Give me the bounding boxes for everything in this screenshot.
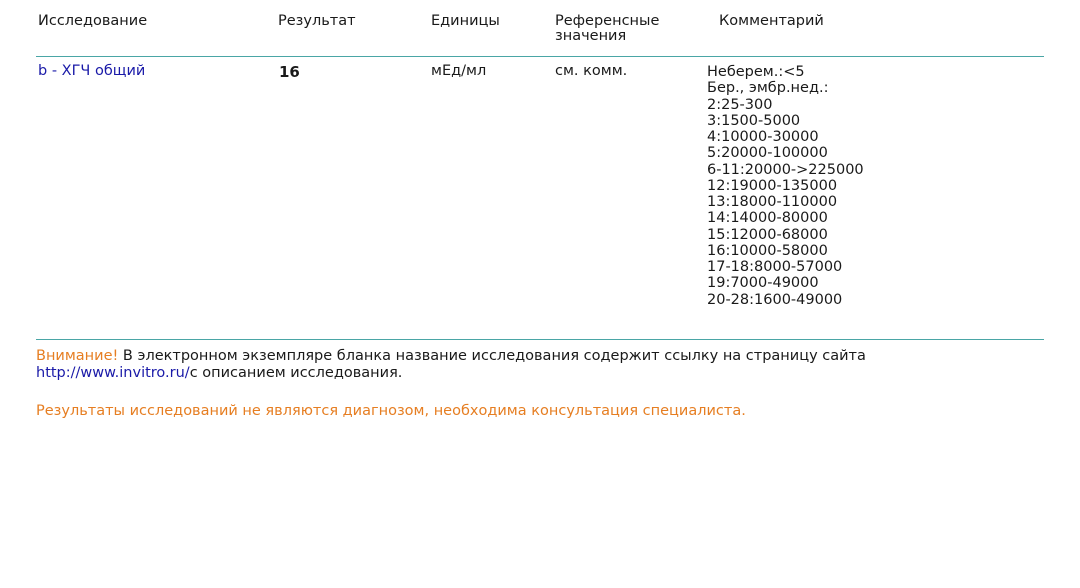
reference-header-line2: значения <box>555 28 627 44</box>
reference-value: см. комм. <box>555 63 628 79</box>
column-header-comment: Комментарий <box>719 13 824 29</box>
comment-line: 5:20000-100000 <box>707 145 828 162</box>
notice-body: В электронном экземпляре бланка название исследования содержит ссылку на страницу сайта <box>118 348 866 364</box>
units-value: мЕд/мл <box>431 63 487 79</box>
comment-line: 16:10000-58000 <box>707 242 828 259</box>
comment-line: 2:25-300 <box>707 96 773 113</box>
column-header-result: Результат <box>278 13 356 29</box>
comment-line: 13:18000-110000 <box>707 194 838 210</box>
column-header-test: Исследование <box>38 13 148 29</box>
reference-header-line1: Референсные <box>555 13 660 29</box>
header-divider <box>36 56 1044 57</box>
test-name-link[interactable]: b - ХГЧ общий <box>38 63 146 79</box>
comment-line: 14:14000-80000 <box>707 210 828 227</box>
comment-line: Неберем.:<5 <box>707 64 805 80</box>
column-header-reference <box>555 13 659 45</box>
comment-line: 20-28:1600-49000 <box>707 291 843 308</box>
comment-line: Бер., эмбр.нед.: <box>707 80 829 97</box>
notice-body-continued: с описанием исследования. <box>189 365 403 381</box>
comment-list <box>707 64 864 308</box>
comment-line: 4:10000-30000 <box>707 129 819 145</box>
notice-label: Внимание! <box>36 348 119 364</box>
row-divider <box>36 339 1044 340</box>
invitro-link[interactable]: http://www.invitro.ru/ <box>36 365 190 381</box>
comment-line: 19:7000-49000 <box>707 275 819 292</box>
column-header-units: Единицы <box>431 13 500 29</box>
notice-text <box>36 348 1036 382</box>
comment-line: 6-11:20000->225000 <box>707 161 864 178</box>
comment-line: 3:1500-5000 <box>707 112 801 129</box>
result-value: 16 <box>279 63 300 81</box>
comment-line: 15:12000-68000 <box>707 226 828 243</box>
comment-line: 17-18:8000-57000 <box>707 259 843 275</box>
comment-line: 12:19000-135000 <box>707 177 838 194</box>
disclaimer-text: Результаты исследований не являются диагнозом, необходима консультация специалиста. <box>36 403 746 419</box>
